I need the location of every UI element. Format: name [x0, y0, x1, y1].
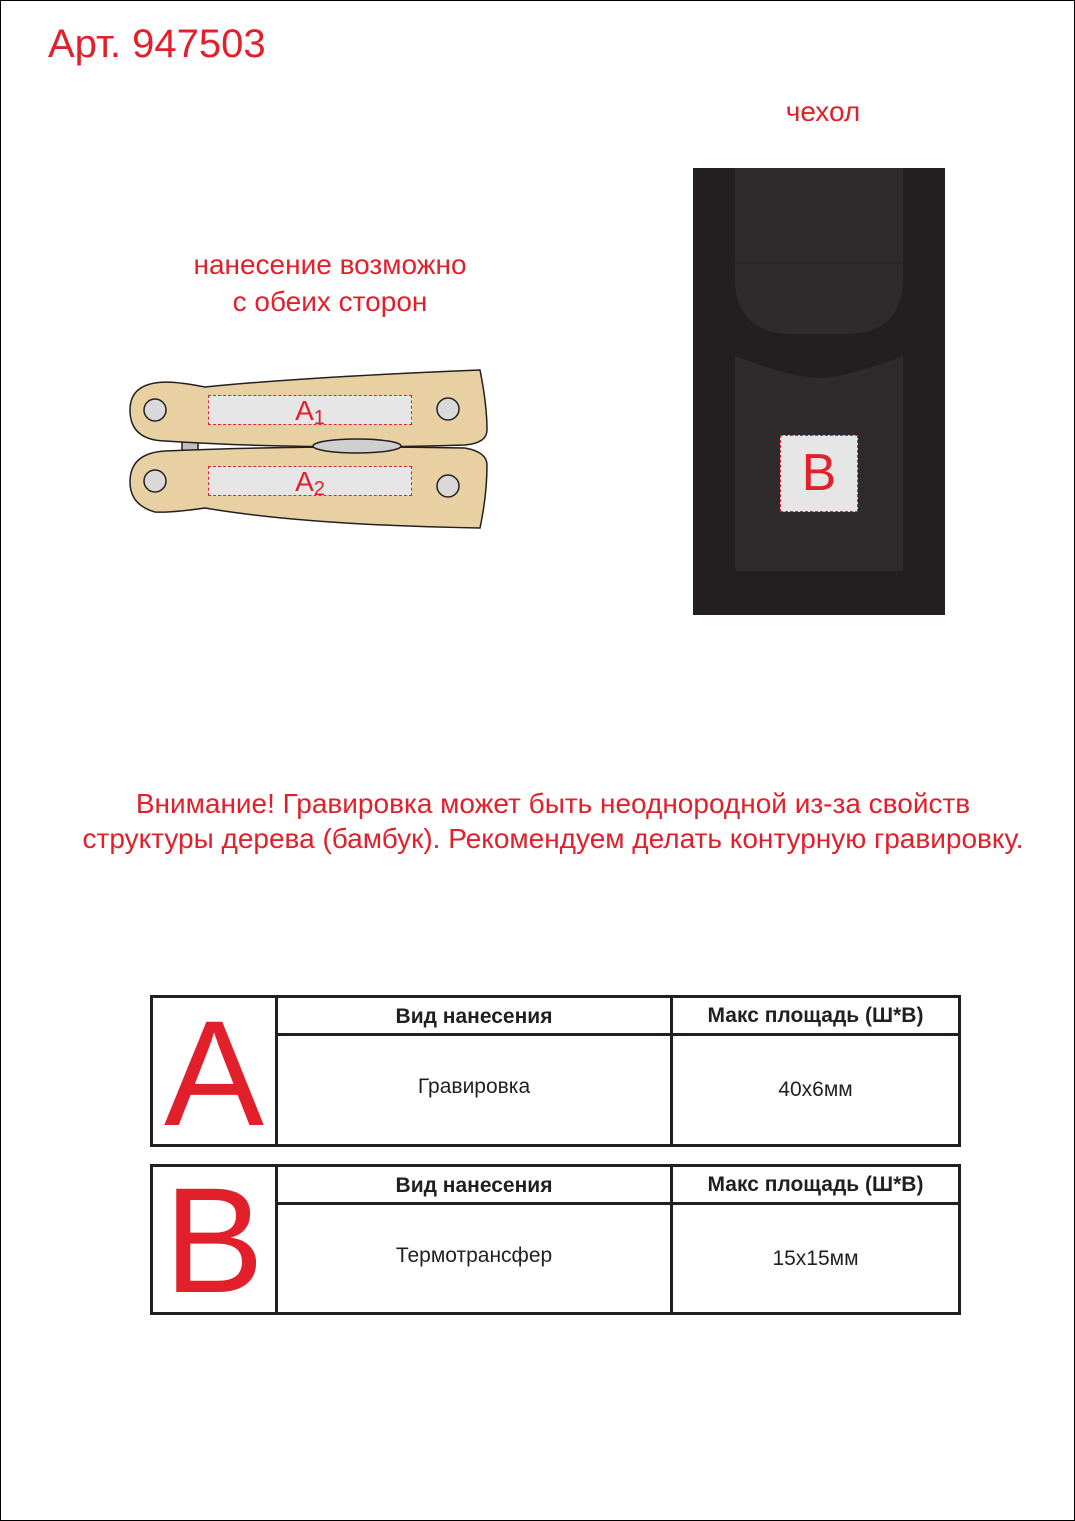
zone-a1-letter: A: [295, 395, 314, 426]
case-flap-top: [735, 168, 903, 263]
table-letter: A: [153, 998, 278, 1144]
both-sides-line-2: с обеих сторон: [232, 286, 428, 317]
case-illustration: [693, 168, 945, 615]
rivet-upper-left: [144, 399, 166, 421]
area-header: Макс площадь (Ш*В): [673, 1167, 958, 1205]
zone-a1-index: 1: [313, 407, 325, 429]
rivet-upper-right: [437, 398, 459, 420]
multitool-drawing: [125, 365, 495, 535]
area-header: Макс площадь (Ш*В): [673, 998, 958, 1036]
warning-line-1: Внимание! Гравировка может быть неоднородной из-за свойств: [135, 788, 971, 819]
spec-table-a: [150, 989, 961, 1157]
table-letter: B: [153, 1167, 278, 1312]
rivet-lower-left: [144, 470, 166, 492]
spec-table-b: [150, 1156, 961, 1324]
method-value: Термотрансфер: [278, 1205, 673, 1312]
print-zone-a1: [208, 395, 412, 429]
area-value: 40x6мм: [778, 1078, 853, 1101]
engraving-warning: [20, 786, 1075, 856]
multitool-illustration: [125, 365, 495, 535]
article-title: Арт. 947503: [48, 22, 266, 66]
print-zone-a2: [208, 466, 412, 500]
both-sides-note: [130, 246, 530, 320]
method-value: Гравировка: [278, 1036, 673, 1144]
rivet-lower-right: [437, 475, 459, 497]
center-slot: [313, 439, 401, 453]
zone-a2-letter: A: [295, 466, 314, 497]
area-value: 15x15мм: [772, 1247, 859, 1270]
case-label: чехол: [785, 96, 861, 127]
print-zone-b: B: [780, 435, 858, 512]
zone-a2-index: 2: [313, 478, 325, 500]
case-drawing: [693, 168, 945, 615]
case-flap-tongue: [735, 263, 903, 334]
both-sides-line-1: нанесение возможно: [193, 249, 467, 280]
method-header: Вид нанесения: [278, 998, 673, 1036]
method-header: Вид нанесения: [278, 1167, 673, 1205]
warning-line-2: структуры дерева (бамбук). Рекомендуем делать контурную гравировку.: [82, 823, 1024, 854]
